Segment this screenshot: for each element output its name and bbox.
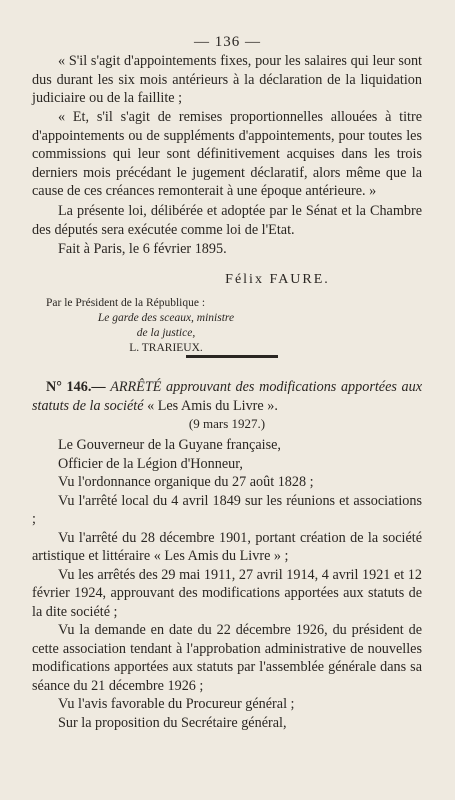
president-line: Par le Président de la République : xyxy=(46,297,206,309)
body-line-arretes-modifications: Vu les arrêtés des 29 mai 1911, 27 avril 1914, 4 avril 1921 et 12 février 1924, approuvant des modifications apportées aux statuts de la dite société ; xyxy=(32,566,422,620)
body-line-proposition: Sur la proposition du Secrétaire général, xyxy=(58,714,287,731)
section-divider xyxy=(186,355,278,358)
place-date-line: Fait à Paris, le 6 février 1895. xyxy=(58,241,227,257)
body-line-governor: Le Gouverneur de la Guyane française, xyxy=(58,437,281,453)
decree-date: (9 mars 1927.) xyxy=(188,416,266,431)
body-line-officer: Officier de la Légion d'Honneur, xyxy=(58,455,243,472)
minister-name: L. TRARIEUX. xyxy=(129,342,203,354)
body-line-avis: Vu l'avis favorable du Procureur général ; xyxy=(58,696,295,712)
body-line-arrete-1901: Vu l'arrêté du 28 décembre 1901, portant création de la société artistique et littéraire « Les Amis du Livre » ; xyxy=(32,529,422,564)
decree-number: N° 146.— xyxy=(46,379,106,395)
paragraph-commissions: « Et, s'il s'agit de remises proportionnelles allouées à titre d'appointements ou de suppléments d'appointements, pour toutes les commissions qui leur sont définitivement acquises dans les trois derniers mois précédant le jugement déclaratif, alors même que la cause de ces créances remonterait à une époque antérieure. » xyxy=(32,109,422,199)
countersignature-block xyxy=(46,296,286,356)
signature-faure: Félix FAURE. xyxy=(225,272,330,287)
page-number: — 136 — xyxy=(194,34,261,50)
minister-title-line: Le garde des sceaux, ministre xyxy=(97,312,235,324)
paragraph-salaries: « S'il s'agit d'appointements fixes, pour les salaires qui leur sont dus durant les six mois antérieurs à la déclaration de la liquidation judiciaire ou de la faillite ; xyxy=(32,53,422,106)
body-line-ordonnance: Vu l'ordonnance organique du 27 août 1828 ; xyxy=(58,474,314,490)
decree-body xyxy=(32,436,422,732)
decree-title: ARRÊTÉ approuvant des modifications apportées aux statuts de la société xyxy=(32,379,423,414)
minister-justice-line: de la justice, xyxy=(136,327,196,339)
decree-title-society: « Les Amis du Livre ». xyxy=(147,397,278,414)
body-line-demande: Vu la demande en date du 22 décembre 1926, du président de cette association tendant à l'approbation administrative de nouvelles modifications apportées aux statuts par l'assemblée générale dans sa séance du 21 décembre 1926 ; xyxy=(32,622,422,694)
decree-heading xyxy=(32,378,422,415)
body-line-arrete-1849: Vu l'arrêté local du 4 avril 1849 sur les réunions et associations ; xyxy=(32,492,422,527)
paragraph-law-adoption: La présente loi, délibérée et adoptée par le Sénat et la Chambre des députés sera exécutée comme loi de l'Etat. xyxy=(32,203,422,238)
